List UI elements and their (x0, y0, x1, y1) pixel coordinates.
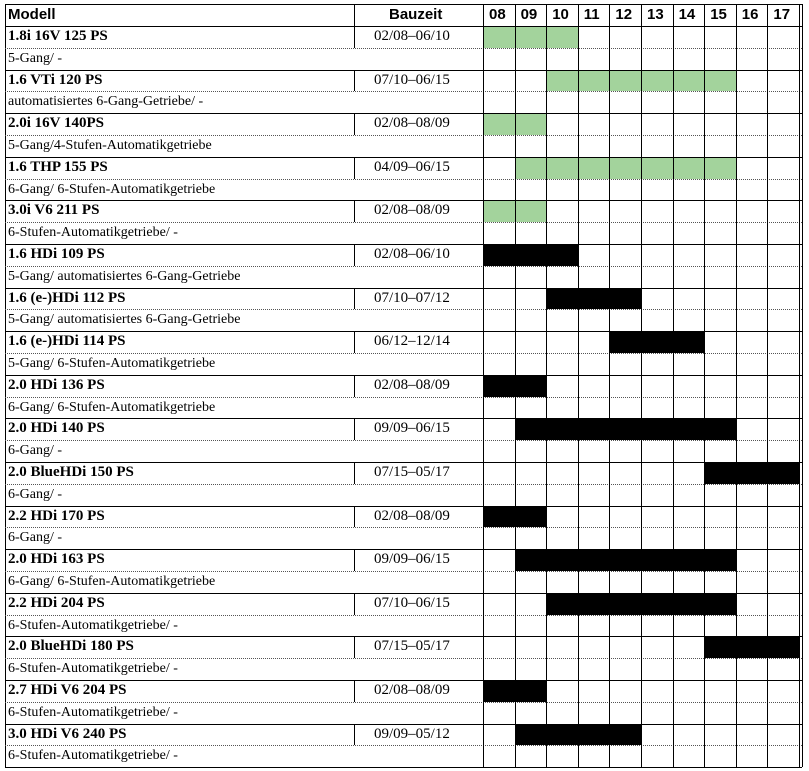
table-border-left (5, 4, 6, 767)
period-column-divider (354, 113, 355, 135)
period-column-divider (354, 680, 355, 702)
model-name: 2.2 HDi 204 PS (8, 594, 105, 611)
subrow-divider (5, 702, 802, 703)
row-divider (5, 70, 802, 71)
production-period: 07/10–06/15 (374, 71, 450, 88)
production-period: 02/08–06/10 (374, 28, 450, 44)
model-name: 1.6 (e-)HDi 112 PS (8, 289, 126, 306)
row-divider (5, 113, 802, 114)
column-header-year: 15 (710, 6, 727, 23)
production-period: 07/15–05/17 (374, 464, 450, 480)
period-column-divider (354, 26, 355, 48)
row-divider (5, 636, 802, 637)
gearbox-info: 6-Gang/ - (8, 443, 63, 459)
subrow-divider (5, 135, 802, 136)
gearbox-info: 5-Gang/4-Stufen-Automatikgetriebe (8, 138, 212, 153)
production-period: 09/09–06/15 (374, 420, 450, 437)
subrow-divider (5, 658, 802, 659)
subrow-divider (5, 745, 802, 746)
column-header-year: 16 (741, 6, 759, 23)
model-name: 1.8i 16V 125 PS (8, 28, 108, 44)
year-column-divider (515, 4, 516, 767)
diesel-timeline-bar (515, 419, 736, 440)
row-divider (5, 375, 802, 376)
row-divider (5, 288, 802, 289)
production-period: 02/08–08/09 (374, 376, 450, 393)
year-column-divider (578, 4, 579, 767)
model-name: 2.0 HDi 163 PS (8, 551, 105, 568)
period-column-divider (354, 375, 355, 397)
period-column-divider (354, 200, 355, 222)
gearbox-info: 6-Stufen-Automatikgetriebe/ - (8, 617, 178, 633)
gearbox-info: 6-Stufen-Automatikgetriebe/ - (8, 661, 178, 677)
model-name: 2.0 BlueHDi 150 PS (8, 464, 134, 480)
row-divider (5, 724, 802, 725)
gearbox-info: 6-Stufen-Automatikgetriebe/ - (8, 748, 178, 764)
production-period: 02/08–06/10 (374, 246, 450, 262)
production-period: 04/09–06/15 (374, 158, 450, 175)
production-period: 07/10–07/12 (374, 289, 450, 306)
gearbox-info: 5-Gang/ 6-Stufen-Automatikgetriebe (8, 356, 216, 371)
diesel-timeline-bar (515, 550, 736, 571)
subrow-divider (5, 484, 802, 485)
column-header-year: 08 (489, 6, 506, 23)
column-header-year: 09 (520, 6, 538, 23)
table-border-top (5, 4, 802, 5)
column-header-period: Bauzeit (389, 6, 443, 23)
gearbox-info: 6-Gang/ 6-Stufen-Automatikgetriebe (8, 399, 216, 415)
gearbox-info: 6-Gang/ 6-Stufen-Automatikgetriebe (8, 181, 216, 197)
gearbox-info: 6-Gang/ 6-Stufen-Automatikgetriebe (8, 574, 216, 589)
subrow-divider (5, 309, 802, 310)
model-name: 3.0i V6 211 PS (8, 202, 100, 219)
gearbox-info: 6-Gang/ - (8, 486, 63, 502)
production-period: 02/08–08/09 (374, 115, 450, 132)
diesel-timeline-bar (704, 463, 799, 484)
period-column-divider (354, 331, 355, 353)
row-divider (5, 593, 802, 594)
production-period: 07/15–05/17 (374, 638, 450, 655)
gearbox-info: 5-Gang/ automatisiertes 6-Gang-Getriebe (8, 312, 241, 328)
subrow-divider (5, 222, 802, 223)
production-period: 07/10–06/15 (374, 594, 450, 611)
diesel-timeline-bar (609, 332, 704, 353)
year-column-divider (609, 4, 610, 767)
petrol-timeline-bar (483, 27, 578, 48)
diesel-timeline-bar (483, 245, 578, 266)
row-divider (5, 331, 802, 332)
subrow-divider (5, 353, 802, 354)
model-name: 1.6 (e-)HDi 114 PS (8, 333, 126, 350)
model-name: 2.0 BlueHDi 180 PS (8, 638, 134, 655)
year-column-divider (546, 4, 547, 767)
model-name: 1.6 HDi 109 PS (8, 246, 105, 262)
year-column-divider (641, 4, 642, 767)
period-column-divider (354, 549, 355, 571)
year-column-divider (799, 4, 800, 767)
column-header-year: 10 (552, 6, 569, 23)
model-name: 2.2 HDi 170 PS (8, 507, 105, 524)
model-name: 3.0 HDi V6 240 PS (8, 725, 127, 742)
year-column-divider (673, 4, 674, 767)
year-column-divider (736, 4, 737, 767)
gearbox-info: 5-Gang/ automatisiertes 6-Gang-Getriebe (8, 268, 241, 284)
subrow-divider (5, 397, 802, 398)
period-column-divider (354, 636, 355, 658)
production-period: 02/08–08/09 (374, 202, 450, 219)
petrol-timeline-bar (515, 158, 736, 179)
row-divider (5, 418, 802, 419)
production-period: 06/12–12/14 (374, 333, 450, 350)
gearbox-info: 6-Stufen-Automatikgetriebe/ - (8, 225, 178, 241)
diesel-timeline-bar (704, 637, 799, 658)
diesel-timeline-bar (546, 289, 641, 310)
production-period: 02/08–08/09 (374, 507, 450, 524)
period-column-divider (354, 70, 355, 92)
period-column-divider (354, 418, 355, 440)
period-column-divider (354, 724, 355, 746)
model-name: 2.0i 16V 140PS (8, 115, 104, 132)
subrow-divider (5, 179, 802, 180)
period-column-divider (354, 157, 355, 179)
period-column-divider (354, 244, 355, 266)
table-border-bottom (5, 767, 802, 768)
year-column-divider (767, 4, 768, 767)
column-header-year: 14 (678, 6, 696, 23)
gearbox-info: automatisiertes 6-Gang-Getriebe/ - (8, 94, 204, 110)
column-header-year: 17 (773, 6, 791, 23)
row-divider (5, 462, 802, 463)
subrow-divider (5, 266, 802, 267)
production-period: 02/08–08/09 (374, 682, 450, 698)
period-column-divider (354, 506, 355, 528)
gearbox-info: 6-Gang/ - (8, 530, 63, 546)
subrow-divider (5, 440, 802, 441)
year-column-divider (483, 4, 484, 767)
row-divider (5, 157, 802, 158)
column-header-model: Modell (8, 6, 56, 23)
model-name: 2.0 HDi 136 PS (8, 376, 105, 393)
row-divider (5, 680, 802, 681)
model-name: 1.6 VTi 120 PS (8, 71, 103, 88)
subrow-divider (5, 571, 802, 572)
subrow-divider (5, 48, 802, 49)
model-name: 1.6 THP 155 PS (8, 158, 108, 175)
gearbox-info: 5-Gang/ - (8, 50, 63, 66)
row-divider (5, 244, 802, 245)
year-column-divider (704, 4, 705, 767)
subrow-divider (5, 615, 802, 616)
period-column-divider (354, 288, 355, 310)
row-divider (5, 506, 802, 507)
production-period: 09/09–05/12 (374, 725, 450, 742)
period-column-divider (354, 4, 355, 26)
model-name: 2.0 HDi 140 PS (8, 420, 105, 437)
row-divider (5, 549, 802, 550)
gearbox-info: 6-Stufen-Automatikgetriebe/ - (8, 704, 178, 720)
subrow-divider (5, 91, 802, 92)
table-border-right (802, 4, 803, 767)
subrow-divider (5, 527, 802, 528)
column-header-year: 11 (583, 6, 600, 23)
header-divider (5, 26, 802, 27)
row-divider (5, 200, 802, 201)
column-header-year: 12 (615, 6, 633, 23)
period-column-divider (354, 462, 355, 484)
model-name: 2.7 HDi V6 204 PS (8, 682, 127, 698)
period-column-divider (354, 593, 355, 615)
production-period: 09/09–06/15 (374, 551, 450, 568)
column-header-year: 13 (647, 6, 664, 23)
